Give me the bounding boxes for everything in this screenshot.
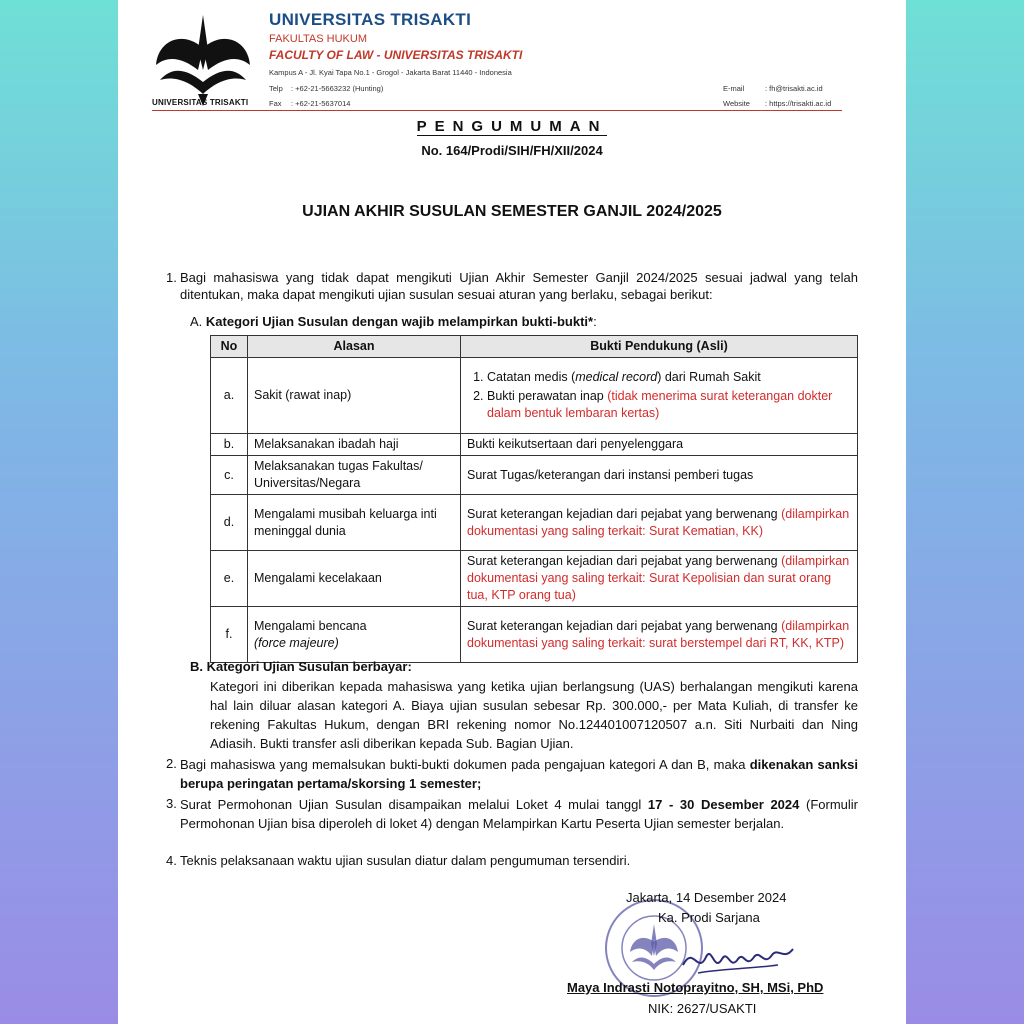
university-name: UNIVERSITAS TRISAKTI <box>269 10 472 29</box>
website-value: : https://trisakti.ac.id <box>765 99 832 108</box>
announcement-subject: UJIAN AKHIR SUSULAN SEMESTER GANJIL 2024/2025 <box>302 203 722 220</box>
item-3-bold: 17 - 30 Desember 2024 <box>647 797 800 812</box>
header-divider <box>152 110 842 111</box>
row-alasan: Mengalami kecelakaan <box>248 551 461 607</box>
letterhead <box>118 0 906 118</box>
table-row <box>211 495 858 551</box>
row-alasan <box>248 607 461 663</box>
address: Kampus A - Jl. Kyai Tapa No.1 - Grogol - Jakarta Barat 11440 - Indonesia <box>269 68 512 77</box>
logo-caption: UNIVERSITAS TRISAKTI <box>152 98 249 107</box>
bukti-note: (dilampirkan dokumentasi yang saling terkait: Surat Kematian, KK) <box>467 506 850 538</box>
item-2-text <box>180 755 858 793</box>
category-a-heading <box>190 313 597 330</box>
signer-nik: NIK: 2627/USAKTI <box>648 1001 757 1016</box>
bukti-text: Catatan medis ( <box>487 370 576 384</box>
telephone-label: Telp <box>269 84 283 93</box>
document-page <box>118 0 906 1024</box>
row-alasan: Sakit (rawat inap) <box>248 358 461 434</box>
row-no: e. <box>211 551 248 607</box>
item-4-text: Teknis pelaksanaan waktu ujian susulan diatur dalam pengumuman tersendiri. <box>180 853 631 868</box>
email <box>723 84 823 93</box>
website <box>723 99 831 108</box>
table-row <box>211 456 858 495</box>
row-bukti <box>461 551 858 607</box>
row-no: c. <box>211 456 248 495</box>
bukti-text: Bukti perawatan inap <box>487 389 608 403</box>
item-1-text: Bagi mahasiswa yang tidak dapat mengikuti Ujian Akhir Semester Ganjil 2024/2025 sesuai jadwal yang telah ditentukan, maka dapat mengikuti ujian susulan sesuai aturan yang berlaku, sebagai berikut: <box>180 270 858 302</box>
email-label: E-mail <box>723 84 745 93</box>
item-2-number: 2. <box>166 756 177 771</box>
bukti-note: (dilampirkan dokumentasi yang saling terkait: surat berstempel dari RT, KK, KTP) <box>467 618 850 650</box>
row-no: b. <box>211 434 248 456</box>
requirements-table <box>210 335 858 663</box>
bukti-italic: medical record <box>575 370 658 384</box>
row-no: a. <box>211 358 248 434</box>
bukti-note: (dilampirkan dokumentasi yang saling terkait: Surat Kepolisian dan surat orang tua, KTP orang tua) <box>467 554 850 602</box>
announcement-title-text: PENGUMUMAN <box>416 118 608 135</box>
announcement-title <box>118 118 906 135</box>
item-4-number: 4. <box>166 853 177 868</box>
bukti-item <box>487 388 851 422</box>
category-a-suffix: : <box>593 314 597 329</box>
website-label: Website <box>723 99 750 108</box>
email-value: : fh@trisakti.ac.id <box>765 84 823 93</box>
table-header-row <box>211 336 858 358</box>
item-3-body-2: (Formulir Permohonan Ujian bisa diperoleh di loket 4) dengan Melampirkan Kartu Peserta Ujian semester berjalan. <box>180 797 858 831</box>
category-b-heading <box>190 658 412 675</box>
alasan-text: Mengalami bencana <box>254 618 367 633</box>
item-2-bold: dikenakan sanksi berupa peringatan pertama/skorsing 1 semester; <box>180 757 858 791</box>
announcement-number: No. 164/Prodi/SIH/FH/XII/2024 <box>421 143 603 158</box>
row-alasan: Melaksanakan tugas Fakultas/ Universitas/Negara <box>248 456 461 495</box>
table-row <box>211 358 858 434</box>
row-bukti: Bukti keikutsertaan dari penyelenggara <box>461 434 858 456</box>
university-logo <box>148 10 258 110</box>
row-alasan: Melaksanakan ibadah haji <box>248 434 461 456</box>
bukti-item <box>487 369 851 386</box>
telephone <box>269 84 383 93</box>
bukti-text: Surat keterangan kejadian dari pejabat yang berwenang <box>467 618 782 633</box>
signer-name: Maya Indrasti Notoprayitno, SH, MSi, PhD <box>567 980 824 995</box>
item-3-number: 3. <box>166 796 177 811</box>
category-b-label: B. Kategori Ujian Susulan berbayar: <box>190 659 412 674</box>
bukti-text: ) dari Rumah Sakit <box>657 370 761 384</box>
faculty-name-english: FACULTY OF LAW - UNIVERSITAS TRISAKTI <box>269 48 523 62</box>
item-3-text <box>180 795 858 833</box>
row-bukti <box>461 495 858 551</box>
header-no: No <box>211 336 248 358</box>
item-2-body: Bagi mahasiswa yang memalsukan bukti-bukti dokumen pada pengajuan kategori A dan B, maka <box>180 757 746 772</box>
item-1-number: 1. <box>166 270 177 285</box>
row-no: d. <box>211 495 248 551</box>
signer-position: Ka. Prodi Sarjana <box>658 910 760 925</box>
row-bukti: Surat Tugas/keterangan dari instansi pemberi tugas <box>461 456 858 495</box>
alasan-italic: (force majeure) <box>254 635 339 650</box>
faculty-name: FAKULTAS HUKUM <box>269 33 367 45</box>
category-b-text: Kategori ini diberikan kepada mahasiswa yang ketika ujian berlangsung (UAS) berhalangan mengikuti karena hal lain diluar alasan kategori A. Biaya ujian susulan sebesar Rp. 300.000,- per Mata Kuliah, di transfer ke rekening Fakultas Hukum, dengan BRI rekening nomor No.124401007120507 a.n. Siti Nurbaiti dan Ning Adiasih. Bukti transfer asli diberikan kepada Sub. Bagian Ujian. <box>210 679 858 751</box>
header-alasan: Alasan <box>248 336 461 358</box>
row-alasan: Mengalami musibah keluarga inti meninggal dunia <box>248 495 461 551</box>
bukti-text: Surat keterangan kejadian dari pejabat yang berwenang <box>467 554 782 568</box>
fax-label: Fax <box>269 99 282 108</box>
header-bukti: Bukti Pendukung (Asli) <box>461 336 858 358</box>
item-3-body: Surat Permohonan Ujian Susulan disampaikan melalui Loket 4 mulai tanggl <box>180 797 642 812</box>
fax-value: : +62-21-5637014 <box>291 99 351 108</box>
fax <box>269 99 350 108</box>
telephone-value: : +62-21-5663232 (Hunting) <box>291 84 384 93</box>
category-a-prefix: A. <box>190 314 203 329</box>
bukti-text: Surat keterangan kejadian dari pejabat yang berwenang <box>467 506 782 521</box>
category-a-label: Kategori Ujian Susulan dengan wajib melampirkan bukti-bukti* <box>205 314 594 329</box>
signature <box>678 935 798 985</box>
bukti-note: (tidak menerima surat keterangan dokter dalam bentuk lembaran kertas) <box>487 389 833 420</box>
row-no: f. <box>211 607 248 663</box>
table-row <box>211 607 858 663</box>
table-row <box>211 551 858 607</box>
row-bukti <box>461 607 858 663</box>
row-bukti <box>461 358 858 434</box>
table-row <box>211 434 858 456</box>
place-date: Jakarta, 14 Desember 2024 <box>626 890 787 905</box>
